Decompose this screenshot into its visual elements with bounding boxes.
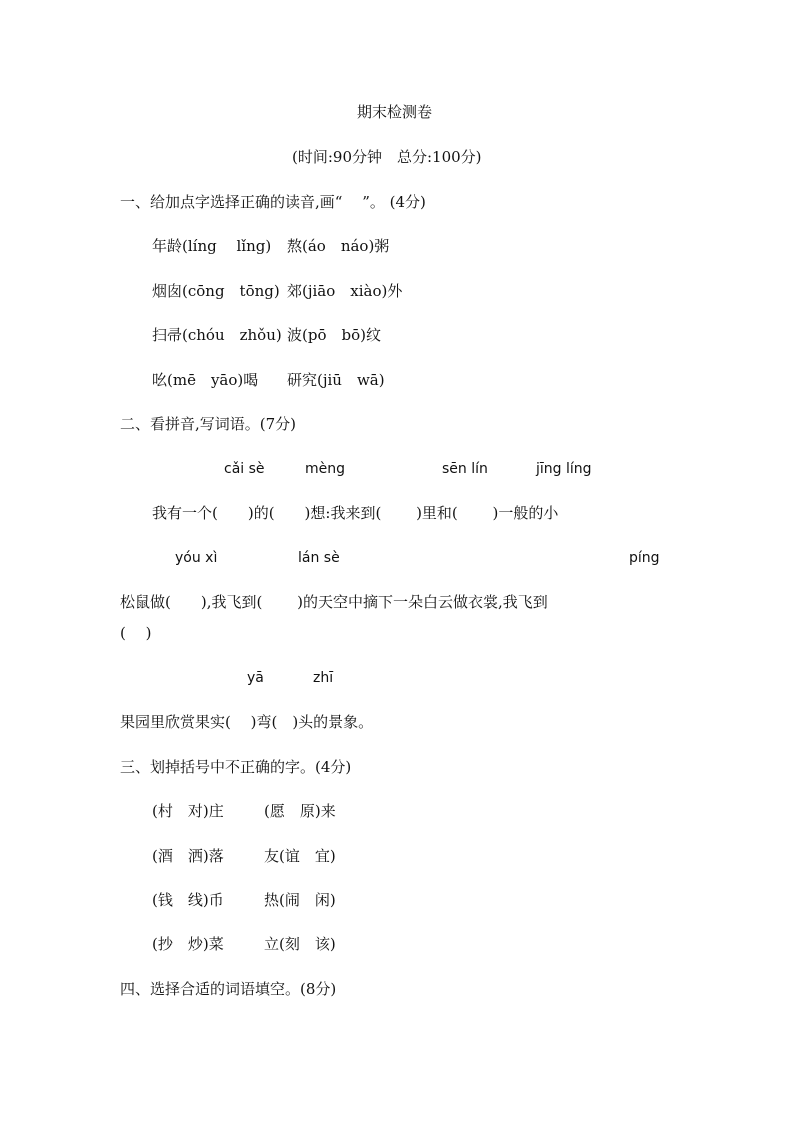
q3-item: (酒 洒)落 xyxy=(152,847,224,865)
q3-item: 友(谊 宜) xyxy=(264,847,336,865)
section-2-heading: 二、看拼音,写词语。(7分) xyxy=(120,415,297,433)
q1-item: 波(pō bō)纹 xyxy=(287,326,381,344)
q1-item: 研究(jiū wā) xyxy=(287,371,385,389)
pinyin-prompt: yā xyxy=(247,670,264,686)
pinyin-prompt: zhī xyxy=(313,670,334,686)
q1-item: 烟囱(cōng tōng) xyxy=(152,282,280,300)
q1-item: 吆(mē yāo)喝 xyxy=(152,371,259,389)
section-4-heading: 四、选择合适的词语填空。(8分) xyxy=(120,980,337,998)
q3-item: (村 对)庄 xyxy=(152,802,224,820)
passage-line: 果园里欣赏果实( )弯( )头的景象。 xyxy=(120,713,374,731)
pinyin-prompt: yóu xì xyxy=(175,550,218,566)
pinyin-prompt: lán sè xyxy=(298,550,340,566)
section-1-heading: 一、给加点字选择正确的读音,画“ ”。 (4分) xyxy=(120,193,426,211)
passage-line: 我有一个( )的( )想:我来到( )里和( )一般的小 xyxy=(152,504,559,522)
q1-item: 扫帚(chóu zhǒu) xyxy=(152,326,282,344)
q1-item: 年龄(líng lǐng) xyxy=(152,237,272,255)
q3-item: 热(闹 闲) xyxy=(264,891,336,909)
passage-line: ( ) xyxy=(120,624,152,642)
section-3-heading: 三、划掉括号中不正确的字。(4分) xyxy=(120,758,352,776)
pinyin-prompt: jīng líng xyxy=(536,461,592,477)
pinyin-prompt: mèng xyxy=(305,461,346,477)
q3-item: (钱 线)币 xyxy=(152,891,224,909)
q1-item: 熬(áo náo)粥 xyxy=(287,237,390,255)
q3-item: (愿 原)来 xyxy=(264,802,336,820)
passage-line: 松鼠做( ),我飞到( )的天空中摘下一朵白云做衣裳,我飞到 xyxy=(120,593,548,611)
q3-item: 立(刻 该) xyxy=(264,935,336,953)
q1-item: 郊(jiāo xiào)外 xyxy=(287,282,403,300)
pinyin-prompt: sēn lín xyxy=(442,461,488,477)
q3-item: (抄 炒)菜 xyxy=(152,935,224,953)
pinyin-prompt: píng xyxy=(629,550,660,566)
exam-info: (时间:90分钟 总分:100分) xyxy=(292,148,482,166)
page-title: 期末检测卷 xyxy=(357,103,433,121)
pinyin-prompt: cǎi sè xyxy=(224,461,265,477)
